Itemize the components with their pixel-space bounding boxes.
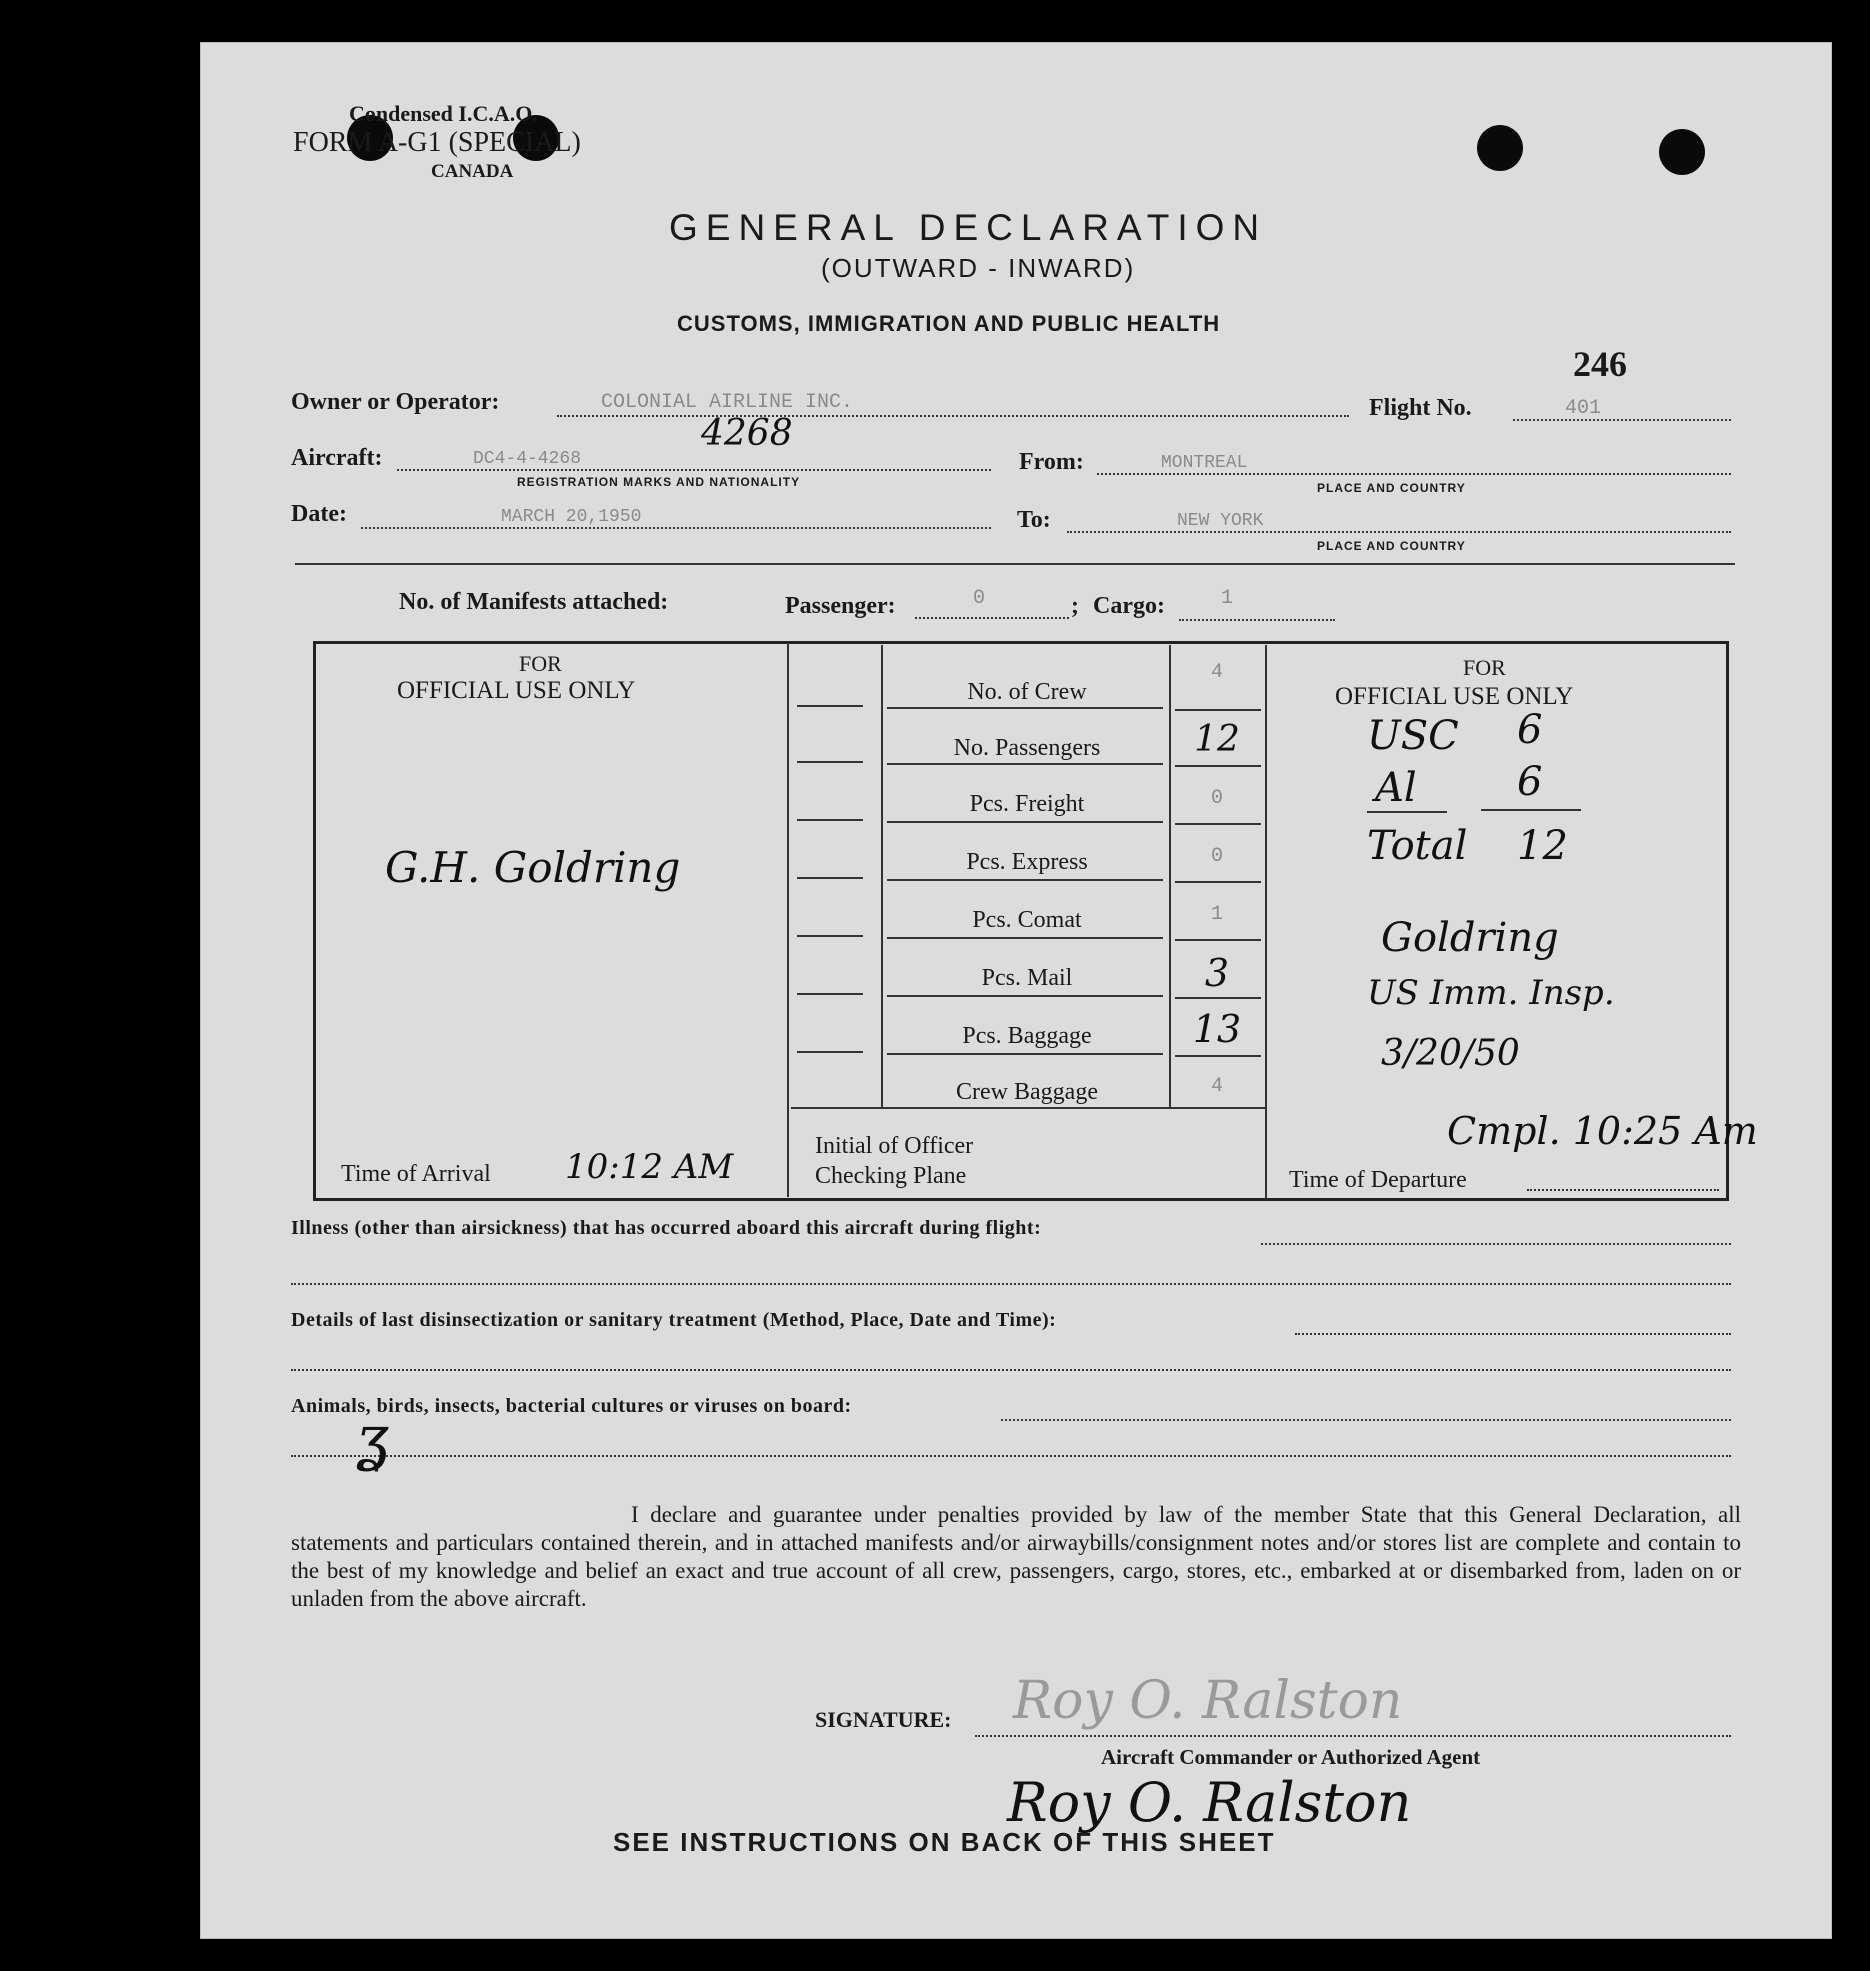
time-arrival-value: 10:12 AM	[565, 1147, 734, 1187]
from-label: From:	[1019, 449, 1084, 475]
flight-value: 401	[1565, 397, 1602, 420]
aircraft-line	[397, 469, 991, 471]
form-sheet: Condensed I.C.A.O. FORM A-G1 (SPECIAL) CANADA GENERAL DECLARATION (OUTWARD - INWARD) CUSTOMS, IMMIGRATION AND PUBLIC HEALTH 246 Owner or Operator: COLONIAL AIRLINE INC. Flight No. 401 Aircraft: DC4-4-4268 4268 REGISTRATION MARKS AND NATIONALITY From: MONTREAL PLACE AND COUNTRY Date: MARCH 20,1950 To: NEW YORK PLACE AND COUNTRY No. of Manifests attached: Passenger: 0 ; Cargo: 1 FOR OFFICIAL USE ONLY G.H. Goldring Time of Arrival 10:12 AM No. of Crew 4 No. Passengers 12 Pcs. Freight 0 Pcs. Express 0 Pcs. Comat 1 Pcs. Mail 3 Pcs. Baggage 13 Crew Baggage 4 Initial of Officer Checking Plane FOR OFFICIAL USE ONLY USC 6 Al 6 Total 12 Goldring US Imm. Insp. 3/20/50 Cmpl. 10:25 Am Time of Departure Illness (other than airsickness) that has occurred aboard this aircraft during flight: Details of last disinsectization or sanitary treatment (Method, Place, Date and Time): Animals, birds, insects, bacterial cultures or viruses on board: ʓ I declare and guarantee under penalties provided by law of the member State that this General Declaration, all statements and particulars contained therein, and in attached manifests and/or airwaybills/consignment notes and/or stores list are complete and contain to the best of my knowledge and belief an exact and true account of all crew, passengers, cargo, stores, etc., embarked at or disembarked from, laden on or unladen from the above aircraft. SIGNATURE: Roy O. Ralston Aircraft Commander or Authorized Agent Roy O. Ralston SEE INSTRUCTIONS ON BACK OF THIS SHEET	[200, 42, 1832, 1939]
page-subtitle-2: CUSTOMS, IMMIGRATION AND PUBLIC HEALTH	[677, 311, 1221, 336]
row-value: 0	[1210, 845, 1223, 868]
manifests-label: No. of Manifests attached:	[399, 589, 669, 615]
table-divider	[787, 643, 789, 1197]
usc-value: 6	[1517, 707, 1543, 753]
initial-officer-label: Initial of Officer	[815, 1133, 974, 1159]
punch-hole	[1477, 125, 1523, 171]
al-value: 6	[1517, 759, 1543, 805]
row-label: No. Passengers	[953, 735, 1101, 761]
section-divider	[295, 563, 1735, 565]
row-value: 0	[1210, 787, 1223, 810]
right-date: 3/20/50	[1381, 1033, 1520, 1074]
total-value: 12	[1517, 823, 1568, 869]
total-label: Total	[1367, 823, 1468, 869]
passenger-label: Passenger:	[785, 593, 896, 619]
row-value: 13	[1192, 1007, 1242, 1051]
row-label: Pcs. Mail	[981, 965, 1073, 991]
date-value: MARCH 20,1950	[501, 507, 642, 527]
right-official: OFFICIAL USE ONLY	[1335, 683, 1574, 710]
page-title: GENERAL DECLARATION	[669, 207, 1268, 248]
row-value: 4	[1210, 1075, 1223, 1098]
cargo-line	[1179, 619, 1335, 621]
al-label: Al	[1375, 765, 1417, 811]
right-inspector: US Imm. Insp.	[1367, 973, 1615, 1013]
flight-line	[1513, 419, 1731, 421]
form-number: 246	[1573, 344, 1627, 384]
row-label: No. of Crew	[967, 679, 1087, 705]
cargo-label: Cargo:	[1093, 593, 1165, 619]
time-arrival-label: Time of Arrival	[341, 1161, 491, 1187]
from-sub: PLACE AND COUNTRY	[1317, 481, 1466, 495]
row-label: Pcs. Comat	[972, 907, 1082, 933]
to-sub: PLACE AND COUNTRY	[1317, 539, 1466, 553]
page-subtitle: (OUTWARD - INWARD)	[821, 253, 1136, 283]
row-value: 4	[1210, 661, 1223, 684]
signature: Roy O. Ralston	[1007, 1771, 1412, 1834]
date-line	[361, 527, 991, 529]
row-value: 1	[1210, 903, 1223, 926]
punch-hole	[1659, 129, 1705, 175]
right-for: FOR	[1463, 655, 1506, 680]
time-departure-label: Time of Departure	[1289, 1167, 1467, 1193]
checking-plane-label: Checking Plane	[815, 1163, 967, 1189]
row-label: Pcs. Freight	[969, 791, 1085, 817]
usc-label: USC	[1367, 713, 1459, 759]
row-value: 3	[1204, 951, 1230, 995]
illness-label: Illness (other than airsickness) that has occurred aboard this aircraft during flight:	[291, 1217, 1042, 1239]
passenger-line	[915, 617, 1069, 619]
signature-label: SIGNATURE:	[815, 1707, 952, 1732]
to-line	[1067, 531, 1731, 533]
aircraft-value: DC4-4-4268	[473, 449, 582, 469]
right-signature: Goldring	[1381, 915, 1559, 961]
aircraft-handwritten: 4268	[701, 413, 793, 454]
to-value: NEW YORK	[1177, 511, 1264, 531]
flight-label: Flight No.	[1369, 395, 1472, 421]
aircraft-label: Aircraft:	[291, 445, 383, 471]
row-label: Pcs. Express	[966, 849, 1088, 875]
form-header-line2: FORM A-G1 (SPECIAL)	[293, 127, 581, 158]
owner-value: COLONIAL AIRLINE INC.	[601, 391, 854, 414]
from-value: MONTREAL	[1161, 453, 1248, 473]
form-header-line1: Condensed I.C.A.O.	[349, 101, 538, 126]
footer-note: SEE INSTRUCTIONS ON BACK OF THIS SHEET	[613, 1827, 1276, 1857]
row-value: 12	[1194, 719, 1240, 760]
cargo-value: 1	[1221, 587, 1234, 610]
animals-label: Animals, birds, insects, bacterial cultures or viruses on board:	[291, 1395, 852, 1417]
left-for: FOR	[519, 651, 562, 676]
aircraft-sub: REGISTRATION MARKS AND NATIONALITY	[517, 475, 801, 489]
left-signature: G.H. Goldring	[385, 843, 681, 892]
from-line	[1097, 473, 1731, 475]
departure-note: Cmpl. 10:25 Am	[1447, 1109, 1758, 1153]
owner-label: Owner or Operator:	[291, 389, 500, 415]
disinsect-label: Details of last disinsectization or sanitary treatment (Method, Place, Date and Time):	[291, 1309, 1057, 1331]
to-label: To:	[1017, 507, 1051, 533]
signature-line	[975, 1735, 1731, 1737]
row-label: Crew Baggage	[956, 1079, 1098, 1105]
row-label: Pcs. Baggage	[962, 1023, 1092, 1049]
owner-line	[557, 415, 1349, 417]
signature-sub: Aircraft Commander or Authorized Agent	[1101, 1745, 1481, 1769]
signature-faint: Roy O. Ralston	[1013, 1671, 1403, 1731]
passenger-value: 0	[973, 587, 986, 610]
declaration-text: I declare and guarantee under penalties provided by law of the member State that this General Declaration, all statements and particulars contained therein, and in attached manifests and/or airwaybills/consignment notes and/or stores list are complete and contain to the best of my knowledge and belief an exact and true account of all crew, passengers, cargo, stores, etc., embarked at or disembarked from, laden on or unladen from the above aircraft.	[291, 1502, 1741, 1611]
left-official: OFFICIAL USE ONLY	[397, 677, 636, 704]
handwritten-mark: ʓ	[355, 1403, 389, 1473]
form-header-country: CANADA	[431, 161, 514, 182]
date-label: Date:	[291, 501, 347, 527]
